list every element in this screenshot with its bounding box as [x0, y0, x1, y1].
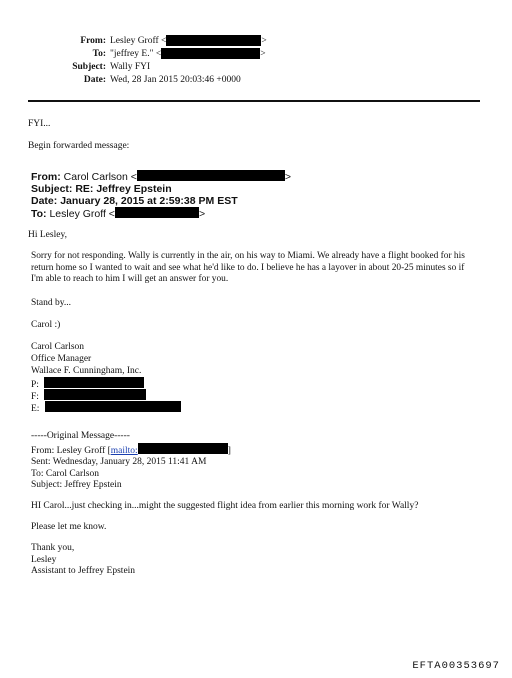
forwarded-from-row — [31, 170, 471, 183]
signature-fax-row — [31, 389, 331, 401]
forwarded-date-value: January 28, 2015 at 2:59:38 PM EST — [60, 195, 238, 207]
mailto-link[interactable]: mailto: — [110, 445, 138, 456]
header-divider — [28, 100, 480, 102]
reply-stand-by: Stand by... — [31, 298, 72, 308]
header-subject-value: Wally FYI — [110, 62, 151, 72]
original-from-close: ] — [227, 445, 231, 456]
reply-body: Sorry for not responding. Wally is currently in the air, on his way to Miami. We already have a flight booked for his return home so I wanted to wait and see what he'd like to do. I believe he has a layover in about 20-25 minutes so if I'm able to reach to him I will get an answer for you. — [31, 251, 465, 284]
original-message — [31, 431, 431, 492]
forwarded-subject-label: Subject: — [31, 183, 73, 195]
forwarded-subject-value: RE: Jeffrey Epstein — [75, 183, 172, 195]
bates-number: EFTA00353697 — [412, 660, 500, 672]
signature-name: Carol Carlson — [31, 342, 85, 352]
redaction-bar — [44, 377, 144, 388]
forwarded-date-label: Date: — [31, 195, 58, 207]
fyi-text: FYI... — [28, 119, 51, 129]
header-to-value: "jeffrey E." < — [110, 49, 162, 59]
redaction-bar — [161, 48, 260, 59]
original-separator: -----Original Message----- — [31, 431, 130, 441]
header-date-row — [30, 74, 460, 87]
original-from-text: From: Lesley Groff [ — [31, 445, 111, 456]
redaction-bar — [44, 389, 146, 400]
redaction-bar — [137, 170, 285, 181]
original-sent: Sent: Wednesday, January 28, 2015 11:41 AM — [31, 457, 207, 467]
original-sender-title: Assistant to Jeffrey Epstein — [31, 566, 136, 576]
redaction-bar — [115, 207, 199, 218]
signature-email-label: E: — [31, 404, 40, 414]
forwarded-to-value: Lesley Groff < — [49, 208, 115, 220]
forwarded-date-row — [31, 195, 471, 207]
header-from-value: Lesley Groff < — [110, 36, 167, 46]
forwarded-from-value: Carol Carlson < — [63, 171, 137, 183]
forwarded-from-close: > — [284, 171, 292, 183]
header-from-close: > — [261, 36, 267, 46]
original-sender-name: Lesley — [31, 554, 57, 565]
original-from-row — [31, 443, 431, 458]
forwarded-to-label: To: — [31, 208, 47, 220]
signature-company: Wallace F. Cunningham, Inc. — [31, 366, 142, 376]
header-to-label: To: — [92, 49, 106, 59]
redaction-bar — [45, 401, 181, 412]
original-body: HI Carol...just checking in...might the suggested flight idea from earlier this morning work for Wally? — [31, 501, 419, 511]
signature-block — [31, 341, 331, 413]
original-please: Please let me know. — [31, 522, 107, 532]
begin-forwarded-text: Begin forwarded message: — [28, 141, 130, 151]
original-subject: Subject: Jeffrey Epstein — [31, 480, 122, 490]
original-to: To: Carol Carlson — [31, 468, 99, 479]
signature-phone-label: P: — [31, 380, 39, 390]
email-header — [30, 35, 460, 87]
reply-signoff: Carol :) — [31, 320, 61, 330]
signature-title: Office Manager — [31, 354, 92, 364]
forwarded-subject-row — [31, 183, 471, 195]
reply-greeting: Hi Lesley, — [28, 230, 67, 240]
header-subject-row — [30, 61, 460, 74]
header-subject-label: Subject: — [72, 62, 106, 72]
forwarded-to-close: > — [198, 208, 206, 220]
header-date-value: Wed, 28 Jan 2015 20:03:46 +0000 — [110, 75, 241, 85]
forwarded-from-label: From: — [31, 171, 61, 183]
signature-fax-label: F: — [31, 392, 39, 402]
header-from-row — [30, 35, 460, 48]
forwarded-header — [31, 170, 471, 220]
header-date-label: Date: — [83, 75, 106, 85]
header-to-row — [30, 48, 460, 61]
redaction-bar — [138, 443, 228, 454]
header-from-label: From: — [80, 36, 106, 46]
original-closing — [31, 543, 481, 578]
redaction-bar — [166, 35, 261, 46]
forwarded-to-row — [31, 207, 471, 220]
signature-phone-row — [31, 377, 331, 389]
signature-email-row — [31, 401, 331, 413]
header-to-close: > — [260, 49, 266, 59]
original-thanks: Thank you, — [31, 543, 75, 553]
